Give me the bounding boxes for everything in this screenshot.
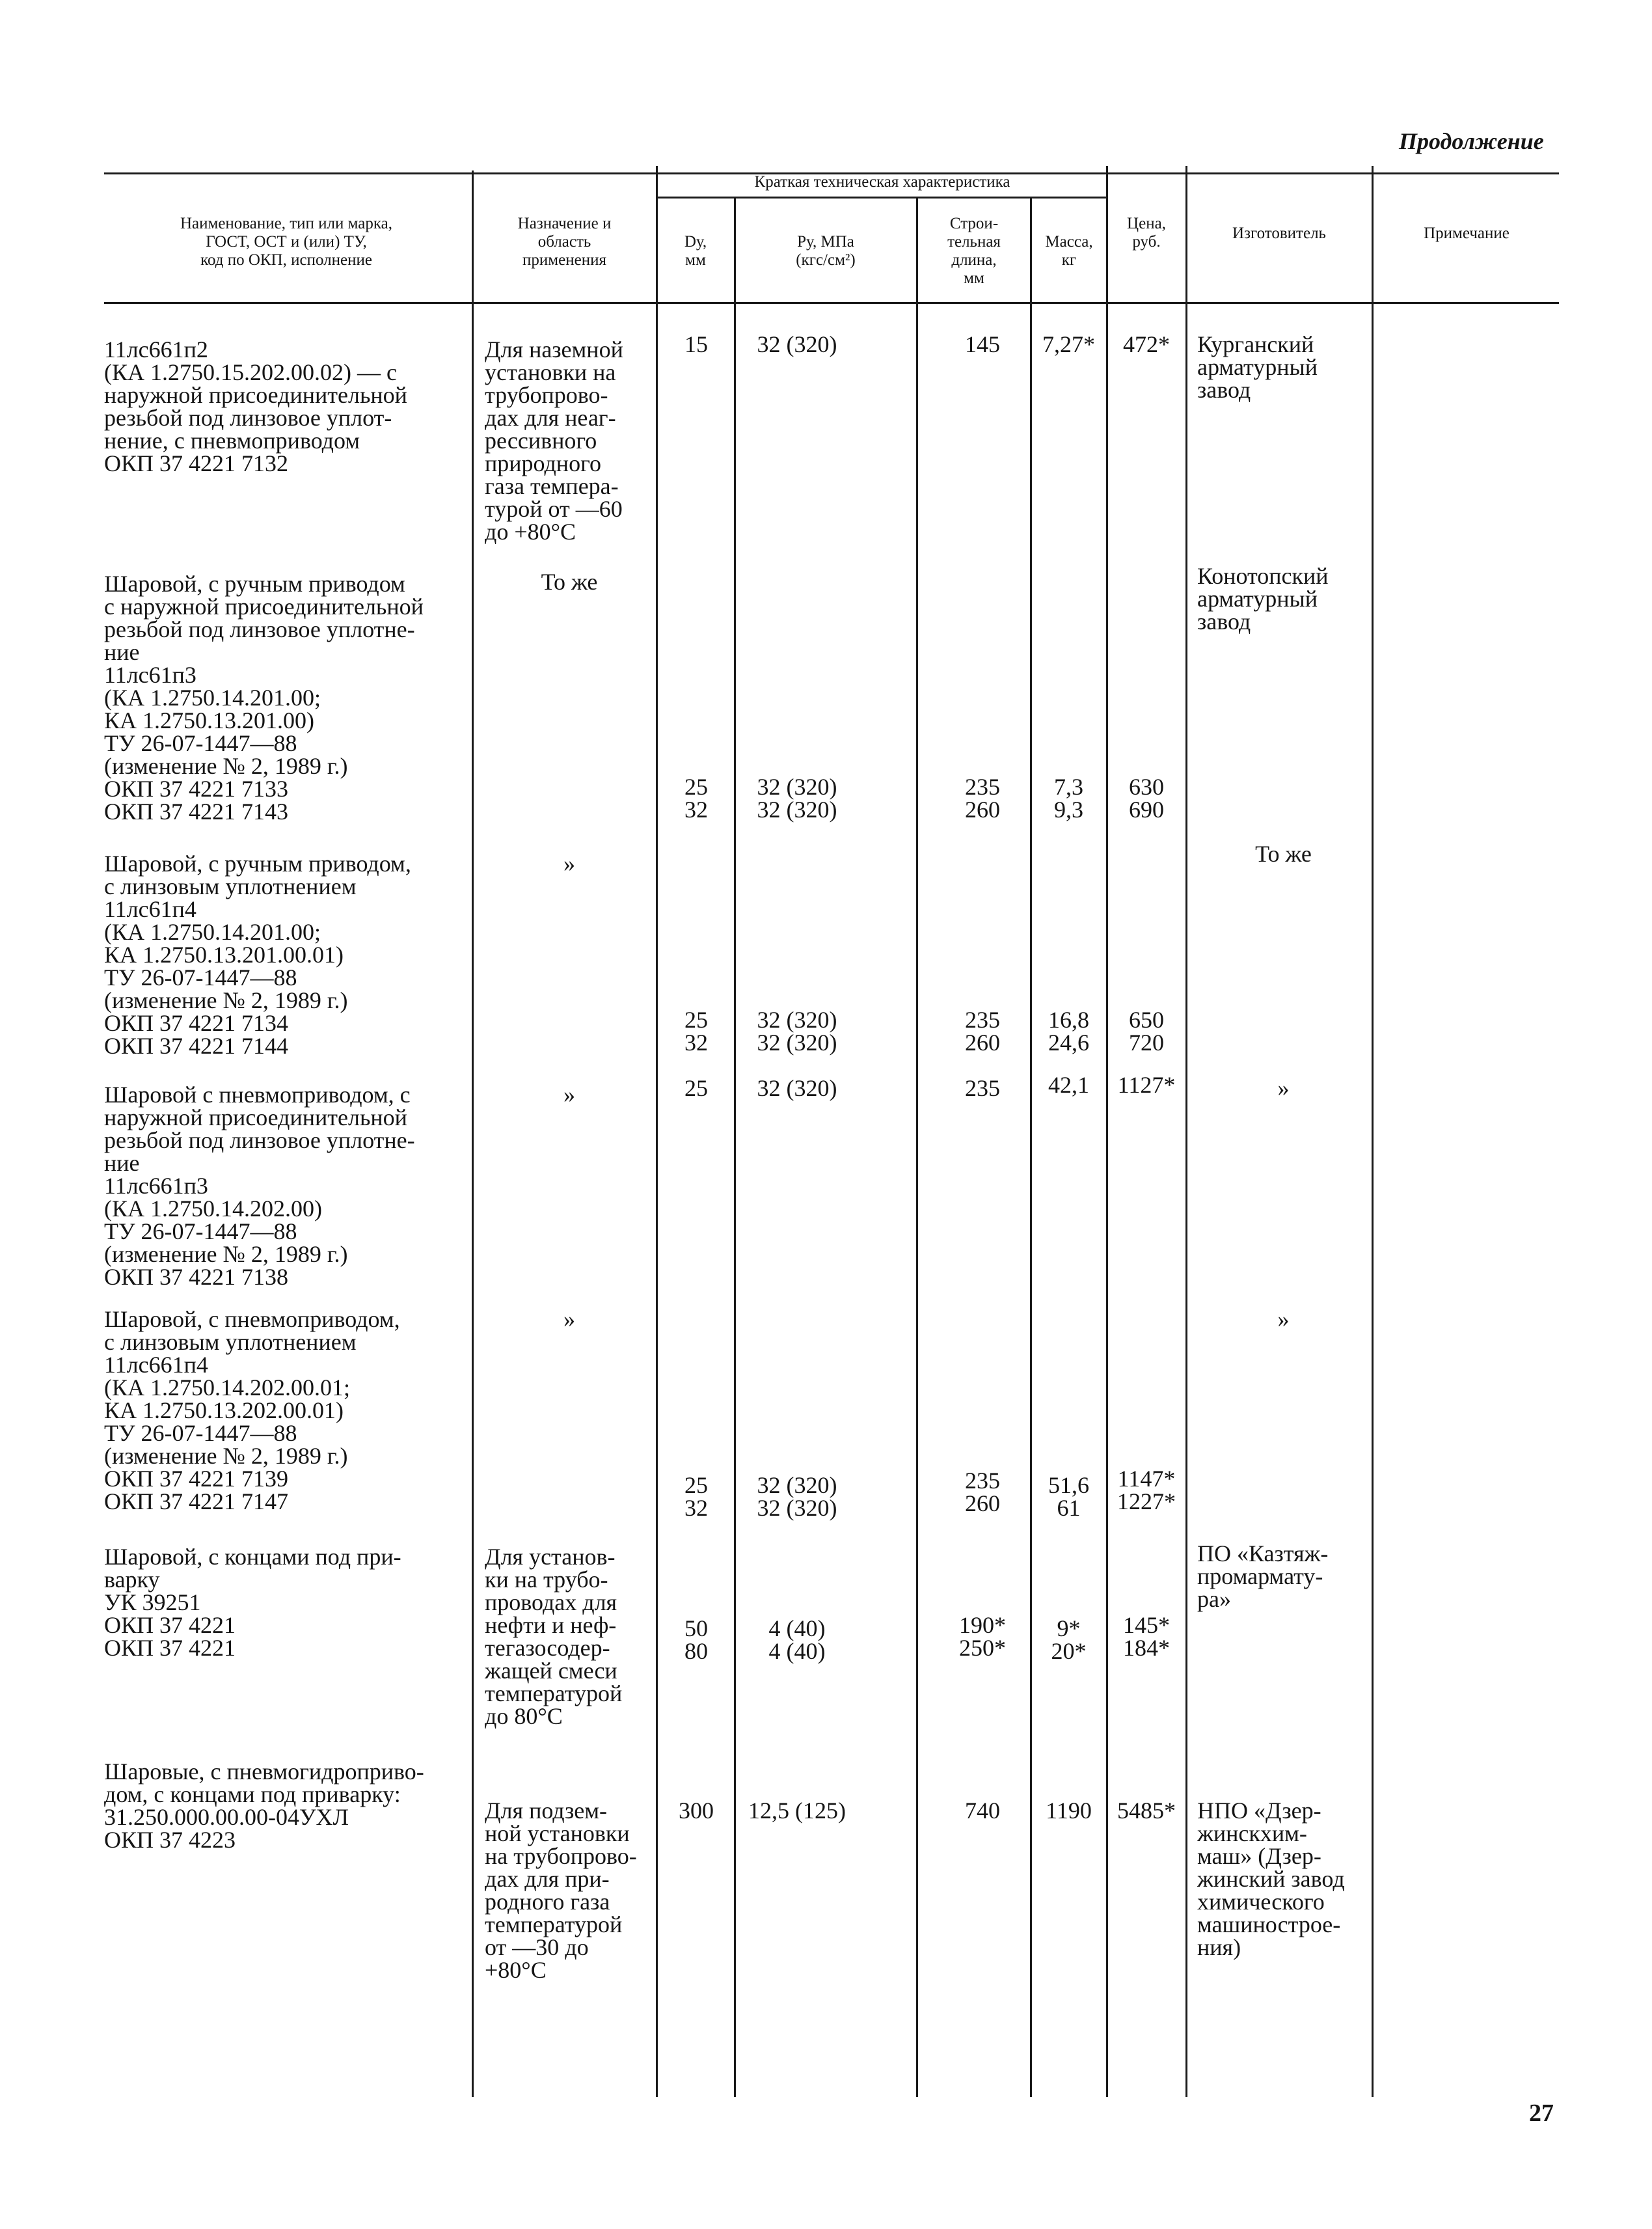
row-6-name: Шаровые, с пневмогидроприво- дом, с концами под приварку: 31.250.000.00.00-04УХЛ ОКП 37 4223 xyxy=(104,1758,424,1853)
row-3-name: Шаровой с пневмоприводом, с наружной присоединительной резьбой под линзовое уплотне- ние 11лс661п3 (КА 1.2750.14.202.00) ТУ 26-07-1447—88 (изменение № 2, 1989 г.) ОКП 37 4221 7138 xyxy=(104,1082,415,1290)
row-6-purpose: Для подзем- ной установки на трубопрово- дах для при- родного газа температурой от —30 до +80°С xyxy=(485,1798,637,1983)
row-4-purpose: » xyxy=(563,1306,575,1332)
row-2-maker: То же xyxy=(1255,841,1312,867)
tech-group-rule xyxy=(657,197,1106,198)
row-4-price: 1147* 1227* xyxy=(1117,1466,1176,1514)
row-3-length: 235 xyxy=(965,1075,1000,1101)
row-0-py: 32 (320) xyxy=(757,331,837,357)
row-2-length: 235 260 xyxy=(965,1007,1000,1056)
row-0-mass: 7,27* xyxy=(1042,331,1095,357)
row-1-mass: 7,3 9,3 xyxy=(1054,774,1083,823)
row-3-py: 32 (320) xyxy=(757,1075,837,1101)
header-length: Строи- тельная длина, мм xyxy=(947,215,1001,287)
header-price: Цена, руб. xyxy=(1127,215,1166,251)
row-0-length: 145 xyxy=(965,331,1000,357)
row-6-dy: 300 xyxy=(679,1798,714,1824)
header-dy: Dу, мм xyxy=(684,233,707,269)
header-purpose: Назначение и область применения xyxy=(517,215,612,269)
row-5-price: 145* 184* xyxy=(1123,1612,1170,1661)
row-5-name: Шаровой, с концами под при- варку УК 39251 ОКП 37 4221 ОКП 37 4221 xyxy=(104,1544,401,1661)
row-1-maker: Конотопский арматурный завод xyxy=(1197,563,1329,635)
header-maker: Изготовитель xyxy=(1232,225,1326,242)
row-1-purpose: То же xyxy=(541,569,598,595)
row-5-dy: 50 80 xyxy=(684,1615,708,1664)
row-2-price: 650 720 xyxy=(1129,1007,1164,1056)
column-divider-7 xyxy=(1185,166,1187,2097)
row-5-maker: ПО «Казтяж- промармату- ра» xyxy=(1197,1540,1329,1612)
row-5-purpose: Для установ- ки на трубо- проводах для нефти и неф- тегазосодер- жащей смеси температурой до 80°С xyxy=(485,1544,623,1729)
row-0-maker: Курганский арматурный завод xyxy=(1197,331,1318,403)
row-3-maker: » xyxy=(1277,1075,1290,1101)
row-0-purpose: Для наземной установки на трубопрово- дах для неаг- рессивного природного газа темпера- турой от —60 до +80°С xyxy=(485,336,623,545)
row-3-price: 1127* xyxy=(1117,1072,1176,1098)
row-2-dy: 25 32 xyxy=(684,1007,708,1056)
row-0-name: 11лс661п2 (КА 1.2750.15.202.00.02) — с наружной присоединительной резьбой под линзовое уплот- нение, с пневмоприводом ОКП 37 4221 7132 xyxy=(104,336,407,476)
row-4-name: Шаровой, с пневмоприводом, с линзовым уплотнением 11лс661п4 (КА 1.2750.14.202.00.01; КА 1.2750.13.202.00.01) ТУ 26-07-1447—88 (изменение № 2, 1989 г.) ОКП 37 4221 7139 ОКП 37 4221 7147 xyxy=(104,1306,400,1514)
row-2-py: 32 (320) 32 (320) xyxy=(757,1007,837,1056)
row-4-maker: » xyxy=(1277,1306,1290,1332)
row-1-name: Шаровой, с ручным приводом с наружной присоединительной резьбой под линзовое уплотне- ние 11лс61п3 (КА 1.2750.14.201.00; КА 1.2750.13.201.00) ТУ 26-07-1447—88 (изменение № 2, 1989 г.) ОКП 37 4221 7133 ОКП 37 4221 7143 xyxy=(104,571,424,825)
row-1-price: 630 690 xyxy=(1129,774,1164,823)
row-5-py: 4 (40) 4 (40) xyxy=(768,1615,826,1664)
row-6-length: 740 xyxy=(965,1798,1000,1824)
header-bottom-rule xyxy=(104,302,1559,304)
header-name: Наименование, тип или марка, ГОСТ, ОСТ и (или) ТУ, код по ОКП, исполнение xyxy=(180,215,393,269)
header-note: Примечание xyxy=(1424,225,1510,242)
row-0-dy: 15 xyxy=(684,331,708,357)
row-0-price: 472* xyxy=(1123,331,1170,357)
column-divider-8 xyxy=(1372,166,1374,2097)
row-4-dy: 25 32 xyxy=(684,1472,708,1521)
page-number: 27 xyxy=(1529,2099,1554,2127)
row-3-mass: 42,1 xyxy=(1048,1072,1089,1098)
row-4-mass: 51,6 61 xyxy=(1048,1472,1089,1521)
row-2-mass: 16,8 24,6 xyxy=(1048,1007,1089,1056)
header-mass: Масса, кг xyxy=(1045,233,1093,269)
row-1-length: 235 260 xyxy=(965,774,1000,823)
row-4-py: 32 (320) 32 (320) xyxy=(757,1472,837,1521)
row-6-mass: 1190 xyxy=(1046,1798,1092,1824)
row-6-maker: НПО «Дзер- жинскхим- маш» (Дзер- жинский завод химического машинострое- ния) xyxy=(1197,1798,1345,1960)
row-4-length: 235 260 xyxy=(965,1468,1000,1516)
row-1-dy: 25 32 xyxy=(684,774,708,823)
row-1-py: 32 (320) 32 (320) xyxy=(757,774,837,823)
row-5-length: 190* 250* xyxy=(959,1612,1006,1661)
row-6-price: 5485* xyxy=(1117,1798,1176,1824)
header-tech-group: Краткая техническая характеристика xyxy=(754,173,1010,191)
row-5-mass: 9* 20* xyxy=(1051,1615,1087,1664)
row-2-purpose: » xyxy=(563,851,575,877)
row-2-name: Шаровой, с ручным приводом, с линзовым уплотнением 11лс61п4 (КА 1.2750.14.201.00; КА 1.2750.13.201.00.01) ТУ 26-07-1447—88 (изменение № 2, 1989 г.) ОКП 37 4221 7134 ОКП 37 4221 7144 xyxy=(104,851,411,1059)
row-3-purpose: » xyxy=(563,1082,575,1108)
header-py: Pу, МПа (кгс/см²) xyxy=(796,233,856,269)
column-divider-1 xyxy=(472,171,474,2097)
continuation-label: Продолжение xyxy=(1399,128,1544,154)
row-3-dy: 25 xyxy=(684,1075,708,1101)
row-6-py: 12,5 (125) xyxy=(748,1798,846,1824)
